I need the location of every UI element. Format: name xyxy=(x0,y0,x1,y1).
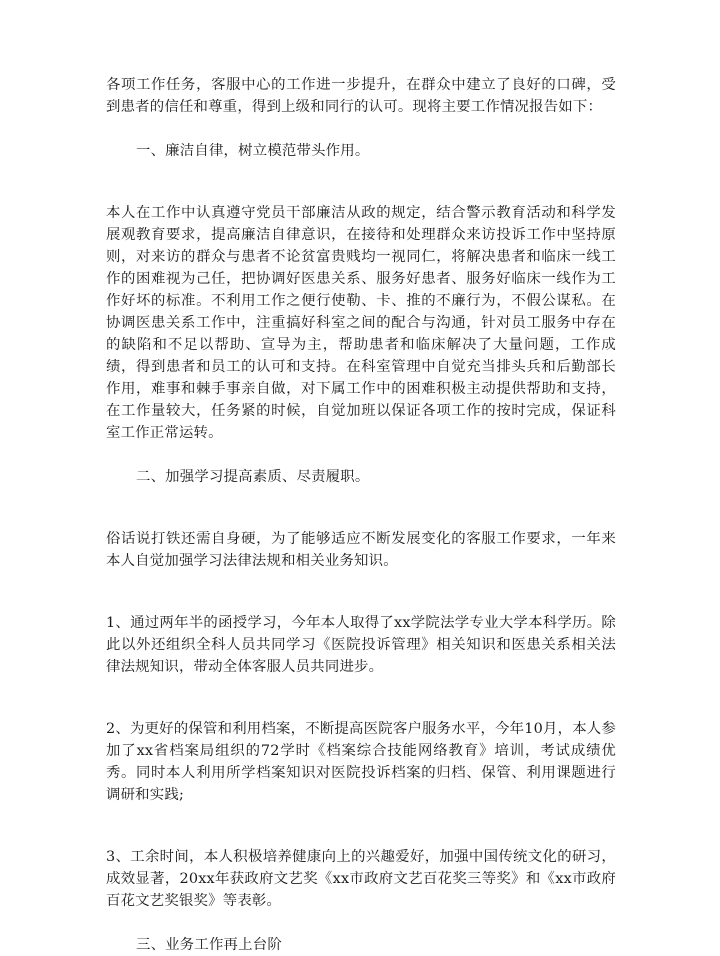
section-2-item-2: 2、为更好的保管和利用档案，不断提高医院客户服务水平，今年10月，本人参加了xx省档案局组织的72学时《档案综合技能网络教育》培训，考试成绩优秀。同时本人利用所学档案知识对医院投诉档案的归档、保管、利用课题进行调研和实践; xyxy=(106,721,616,803)
document-page xyxy=(106,74,616,956)
section-1-body: 本人在工作中认真遵守党员干部廉洁从政的规定，结合警示教育活动和科学发展观教育要求，提高廉洁自律意识，在接待和处理群众来访投诉工作中坚持原则，对来访的群众与患者不论贫富贵贱均一视同仁，将解决患者和临床一线工作的困难视为己任，把协调好医患关系、服务好患者、服务好临床一线作为工作好坏的标准。不利用工作之便行使勒、卡、推的不廉行为，不假公谋私。在协调医患关系工作中，注重搞好科室之间的配合与沟通，针对员工服务中存在的缺陷和不足以帮助、宣导为主，帮助患者和临床解决了大量问题，工作成绩，得到患者和员工的认可和支持。在科室管理中自觉充当排头兵和后勤部长作用，难事和棘手事亲自做，对下属工作中的困难积极主动提供帮助和支持，在工作量较大，任务紧的时候，自觉加班以保证各项工作的按时完成，保证科室工作正常运转。 xyxy=(106,205,616,441)
spacer xyxy=(106,162,616,202)
spacer xyxy=(106,806,616,846)
spacer xyxy=(106,678,616,718)
section-2-body: 俗话说打铁还需自身硬，为了能够适应不断发展变化的客服工作要求，一年来本人自觉加强学习法律法规和相关业务知识。 xyxy=(106,531,616,569)
section-2-heading: 二、加强学习提高素质、尽责履职。 xyxy=(136,469,370,485)
intro-paragraph: 各项工作任务，客服中心的工作进一步提升，在群众中建立了良好的口碑，受到患者的信任和尊重，得到上级和同行的认可。现将主要工作情况报告如下： xyxy=(106,77,616,115)
spacer xyxy=(106,118,616,140)
section-1-heading: 一、廉洁自律，树立模范带头作用。 xyxy=(136,143,370,159)
section-2-item-1: 1、通过两年半的函授学习，今年本人取得了xx学院法学专业大学本科学历。除此以外还组织全科人员共同学习《医院投诉管理》相关知识和医患关系相关法律法规知识，带动全体客服人员共同进步。 xyxy=(106,615,616,675)
section-3-heading: 三、业务工作再上台阶 xyxy=(136,937,282,953)
spacer xyxy=(106,572,616,612)
spacer xyxy=(106,444,616,466)
spacer xyxy=(106,488,616,528)
section-2-item-3: 3、工余时间，本人积极培养健康向上的兴趣爱好，加强中国传统文化的研习，成效显著，20xx年获政府文艺奖《xx市政府文艺百花奖三等奖》和《xx市政府百花文艺奖银奖》等表彰。 xyxy=(106,849,616,909)
spacer xyxy=(106,912,616,934)
